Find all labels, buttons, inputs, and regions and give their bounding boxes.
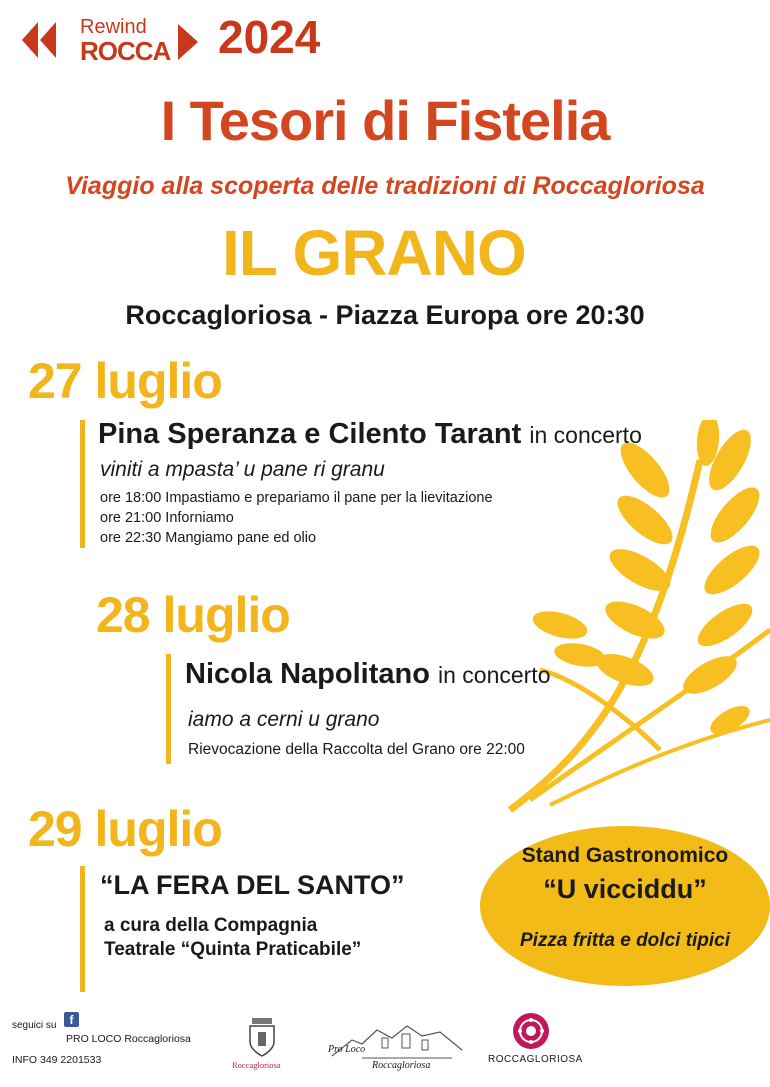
day1-date: 27 luglio	[28, 353, 222, 409]
day3-bar	[80, 866, 85, 992]
forward-arrow-icon	[172, 22, 198, 62]
event-location: Roccagloriosa - Piazza Europa ore 20:30	[125, 300, 645, 330]
day1-performer-suffix: in concerto	[529, 422, 642, 448]
year: 2024	[218, 11, 321, 63]
event-theme: IL GRANO	[222, 217, 526, 289]
day1-schedule	[100, 488, 493, 548]
follow-label: seguici su	[12, 1020, 57, 1031]
day2-performer-name: Nicola Napolitano	[185, 658, 430, 690]
brand-line2: ROCCA	[80, 36, 171, 66]
info-phone: INFO 349 2201533	[12, 1054, 102, 1066]
rewind-rocca-logo	[22, 14, 202, 70]
roccagloriosa-rosette-icon	[512, 1012, 550, 1050]
coat-of-arms-icon	[246, 1016, 278, 1058]
day2-bar	[166, 654, 171, 764]
day2-performer	[185, 658, 551, 691]
day1-bar	[80, 420, 85, 548]
day3-show: “LA FERA DEL SANTO”	[100, 870, 405, 900]
stand-menu: Pizza fritta e dolci tipici	[519, 930, 731, 951]
logo2-line2: Roccagloriosa	[372, 1060, 431, 1071]
day1-performer	[98, 418, 642, 451]
schedule-item: ore 18:00 Impastiamo e prepariamo il pane per la lievitazione	[100, 490, 493, 506]
day2-motto: iamo a cerni u grano	[188, 708, 380, 731]
logo1-caption: Roccagloriosa	[232, 1060, 281, 1070]
day3-credits	[104, 914, 361, 962]
day2-detail: Rievocazione della Raccolta del Grano ore 22:00	[188, 741, 525, 758]
day3-credit-line1: a cura della Compagnia	[104, 915, 318, 936]
stand-name: “U vicciddu”	[543, 874, 707, 904]
brand-line1: Rewind	[80, 16, 147, 38]
schedule-item: ore 22:30 Mangiamo pane ed olio	[100, 530, 317, 546]
day3-date: 29 luglio	[28, 801, 222, 857]
wheat-illustration	[470, 420, 770, 820]
stand-title: Stand Gastronomico	[521, 844, 729, 867]
day2-performer-suffix: in concerto	[437, 662, 551, 688]
event-subtitle: Viaggio alla scoperta delle tradizioni di Roccagloriosa	[65, 172, 705, 200]
facebook-page[interactable]: PRO LOCO Roccagloriosa	[66, 1033, 191, 1045]
day1-motto: viniti a mpasta’ u pane ri granu	[100, 458, 385, 481]
facebook-icon[interactable]: f	[64, 1012, 79, 1027]
event-title: I Tesori di Fistelia	[160, 89, 610, 152]
logo3-caption: ROCCAGLORIOSA	[488, 1054, 583, 1065]
day1-performer-name: Pina Speranza e Cilento Tarant	[98, 418, 522, 450]
logo2-line1: Pro Loco	[328, 1044, 366, 1055]
day3-credit-line2: Teatrale “Quinta Praticabile”	[104, 939, 362, 960]
rewind-arrows-icon	[22, 20, 78, 60]
day2-date: 28 luglio	[96, 587, 290, 643]
schedule-item: ore 21:00 Inforniamo	[100, 510, 234, 526]
